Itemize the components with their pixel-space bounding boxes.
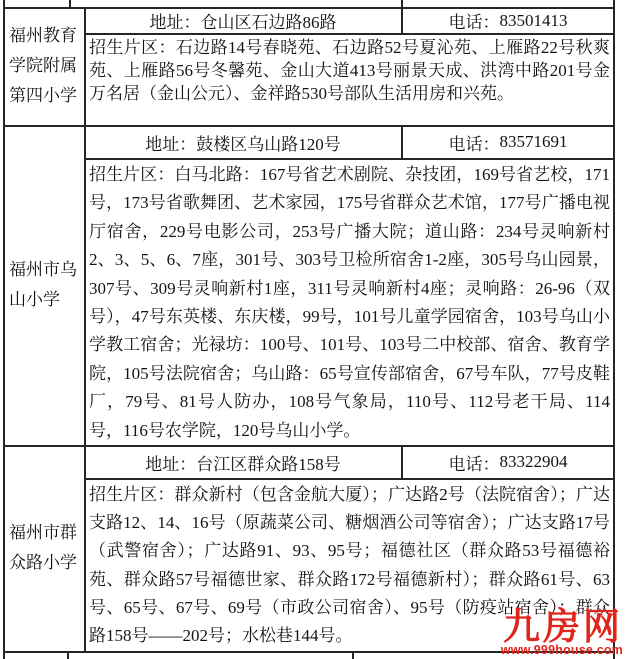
watermark-logo: 九房网 bbox=[503, 606, 623, 647]
address-label: 地址： bbox=[145, 134, 197, 154]
address-label: 地址： bbox=[149, 13, 201, 32]
phone-value: 83501413 bbox=[499, 10, 568, 30]
school-name-cell bbox=[5, 9, 83, 123]
address-cell bbox=[86, 9, 400, 32]
phone-value: 83322904 bbox=[499, 452, 568, 471]
phone-label: 电话： bbox=[448, 134, 500, 154]
watermark bbox=[500, 606, 623, 657]
school-name-cell bbox=[5, 447, 83, 649]
school-name: 福州教育学院附属第四小学 bbox=[9, 26, 77, 105]
border-line bbox=[401, 445, 403, 480]
phone-label: 电话： bbox=[448, 454, 500, 474]
border-line bbox=[401, 0, 403, 35]
phone-cell bbox=[404, 127, 612, 157]
school-name-cell bbox=[5, 127, 83, 443]
zone-text: 招生片区：群众新村（包含金航大厦）；广达路2号（法院宿舍）；广达支路12、14、16号（原蔬菜公司、糖烟酒公司等宿舍）；广达支路17号（武警宿舍）；广达路91、93、95号；福德社区（群众路53号福德裕苑、群众路57号福德世家、群众路172号福德新村）；群众路61号、63号、65号、67号、69号（市政公司宿舍）、95号（防疫站宿舍）；群众路158号——202号；水松巷144号。 bbox=[89, 485, 610, 646]
address-value: 台江区群众路158号 bbox=[196, 454, 341, 474]
border-line bbox=[84, 7, 86, 653]
border-line bbox=[84, 158, 615, 160]
phone-label: 电话： bbox=[448, 13, 500, 32]
border-line bbox=[84, 33, 615, 35]
address-value: 仓山区石边路86路 bbox=[200, 13, 337, 32]
phone-value: 83571691 bbox=[499, 132, 568, 151]
address-cell bbox=[86, 447, 400, 477]
watermark-url: www.999house.com bbox=[500, 643, 623, 657]
address-cell bbox=[86, 127, 400, 157]
school-name: 福州市群众路小学 bbox=[9, 523, 77, 572]
zone-text: 招生片区：白马北路：167号省艺术剧院、杂技团，169号省艺校，171号，173号省歌舞团、艺术家园，175号省群众艺术馆，177号广播电视厅宿舍，229号电影公司，253号广播大院；道山路：234号灵响新村2、3、5、6、7座，301号、303号卫检所宿舍1-2座，305号乌山园景，307号、309号灵响新村1座，311号灵响新村4座；灵响路：26-96（双号），47号东英楼、东庆楼，99号，101号儿童学园宿舍，103号乌山小学教工宿舍；光禄坊：100号、101号、103号二中校部、宿舍、教育学院，105号法院宿舍；乌山路：65号宣传部宿舍，67号车队，77号皮鞋厂，79号、81号人防办，108号气象局，110号、112号老干局、114号，116号农学院，120号乌山小学。 bbox=[89, 165, 610, 440]
school-name: 福州市乌山小学 bbox=[9, 260, 77, 309]
border-line bbox=[613, 0, 615, 659]
border-line bbox=[84, 478, 615, 480]
phone-cell bbox=[404, 447, 612, 477]
phone-cell bbox=[404, 9, 612, 32]
zone-text: 招生片区：石边路14号春晓苑、石边路52号夏沁苑、上雁路22号秋爽苑、上雁路56号冬馨苑、金山大道413号丽景天成、洪湾中路201号金万名居（金山公元）、金祥路530号部队生活用房和兴苑。 bbox=[89, 38, 610, 103]
border-line bbox=[401, 125, 403, 160]
address-label: 地址： bbox=[145, 454, 197, 474]
address-value: 鼓楼区乌山路120号 bbox=[196, 134, 341, 154]
